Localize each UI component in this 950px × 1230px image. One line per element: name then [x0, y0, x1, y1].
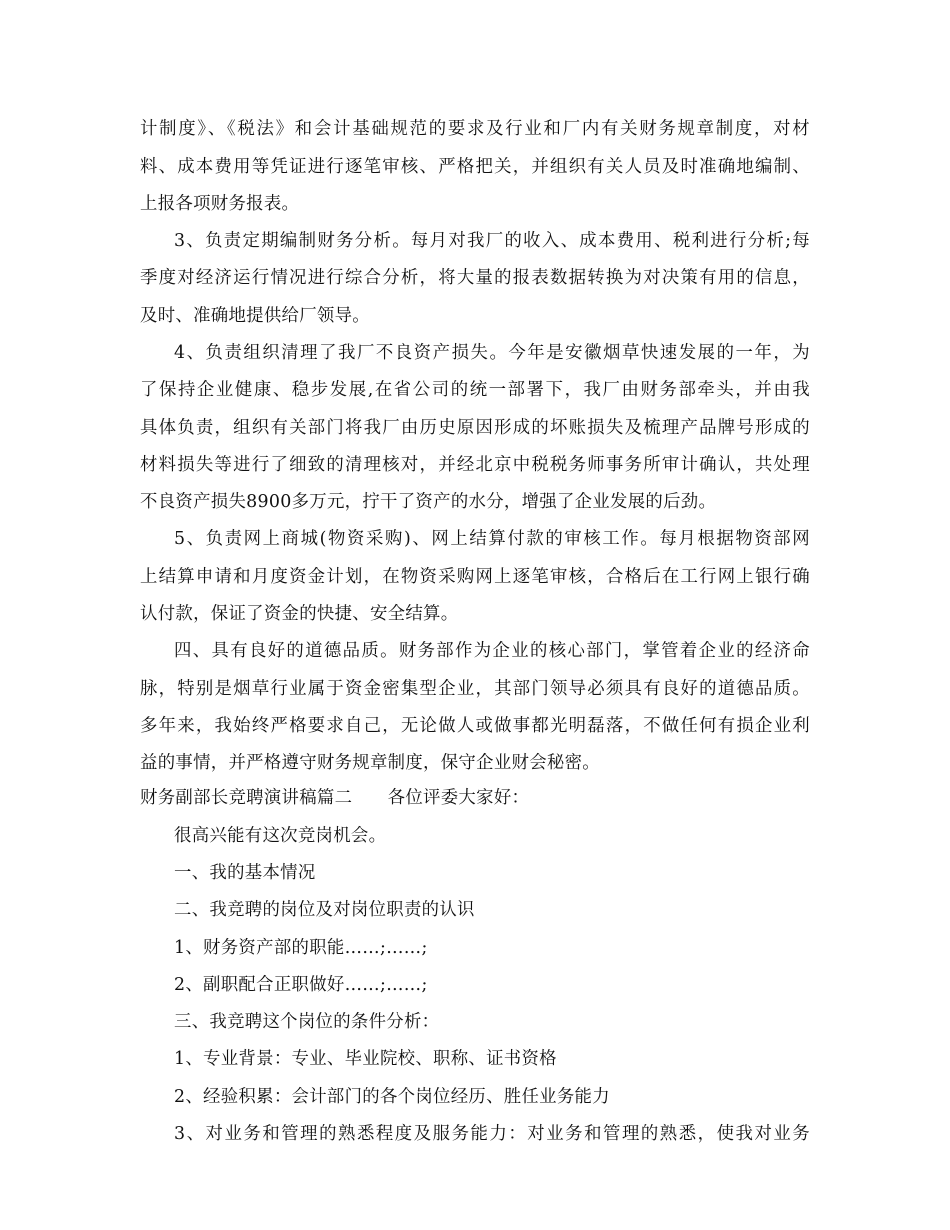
text-line: 上报各项财务报表。	[140, 194, 300, 214]
text-line: 1、专业背景：专业、毕业院校、职称、证书资格	[174, 1049, 557, 1069]
text-line: 三、我竞聘这个岗位的条件分析：	[174, 1012, 440, 1032]
text-line: 2、经验积累：会计部门的各个岗位经历、胜任业务能力	[174, 1087, 610, 1107]
text-line: 多年来，我始终严格要求自己，无论做人或做事都光明磊落，不做任何有损企业利	[140, 716, 810, 736]
text-line: 及时、准确地提供给厂领导。	[140, 306, 370, 326]
text-line: 二、我竞聘的岗位及对岗位职责的认识	[174, 900, 475, 920]
text-line: 4、负责组织清理了我厂不良资产损失。今年是安徽烟草快速发展的一年，为	[174, 343, 810, 363]
text-line: 料、成本费用等凭证进行逐笔审核、严格把关，并组织有关人员及时准确地编制、	[140, 157, 810, 177]
text-line: 1、财务资产部的职能……;……;	[174, 938, 428, 958]
text-line: 季度对经济运行情况进行综合分析，将大量的报表数据转换为对决策有用的信息，	[140, 268, 810, 288]
text-line: 脉，特别是烟草行业属于资金密集型企业，其部门领导必须具有良好的道德品质。	[140, 679, 810, 699]
text-line: 四、具有良好的道德品质。财务部作为企业的核心部门，掌管着企业的经济命	[174, 641, 810, 661]
text-line: 具体负责，组织有关部门将我厂由历史原因形成的坏账损失及梳理产品牌号形成的	[140, 418, 810, 438]
text-line: 了保持企业健康、稳步发展,在省公司的统一部署下，我厂由财务部牵头，并由我	[140, 380, 810, 400]
text-line: 上结算申请和月度资金计划，在物资采购网上逐笔审核，合格后在工行网上银行确	[140, 567, 810, 587]
text-line: 一、我的基本情况	[174, 863, 316, 883]
text-line: 5、负责网上商城(物资采购)、网上结算付款的审核工作。每月根据物资部网	[174, 529, 810, 549]
text-line: 3、负责定期编制财务分析。每月对我厂的收入、成本费用、税利进行分析;每	[174, 231, 810, 251]
text-line: 3、对业务和管理的熟悉程度及服务能力：对业务和管理的熟悉，使我对业务	[174, 1124, 810, 1144]
text-line: 益的事情，并严格遵守财务规章制度，保守企业财会秘密。	[140, 753, 600, 773]
text-line: 计制度》、《税法》和会计基础规范的要求及行业和厂内有关财务规章制度，对材	[140, 119, 810, 139]
text-line: 认付款，保证了资金的快捷、安全结算。	[140, 604, 459, 624]
section-heading: 财务副部长竞聘演讲稿篇二 各位评委大家好：	[140, 788, 530, 808]
text-line: 很高兴能有这次竞岗机会。	[174, 826, 387, 846]
text-line: 2、副职配合正职做好……;……;	[174, 975, 428, 995]
text-line: 不良资产损失8900多万元，拧干了资产的水分，增强了企业发展的后劲。	[140, 492, 717, 512]
text-line: 材料损失等进行了细致的清理核对，并经北京中税税务师事务所审计确认，共处理	[140, 455, 810, 475]
